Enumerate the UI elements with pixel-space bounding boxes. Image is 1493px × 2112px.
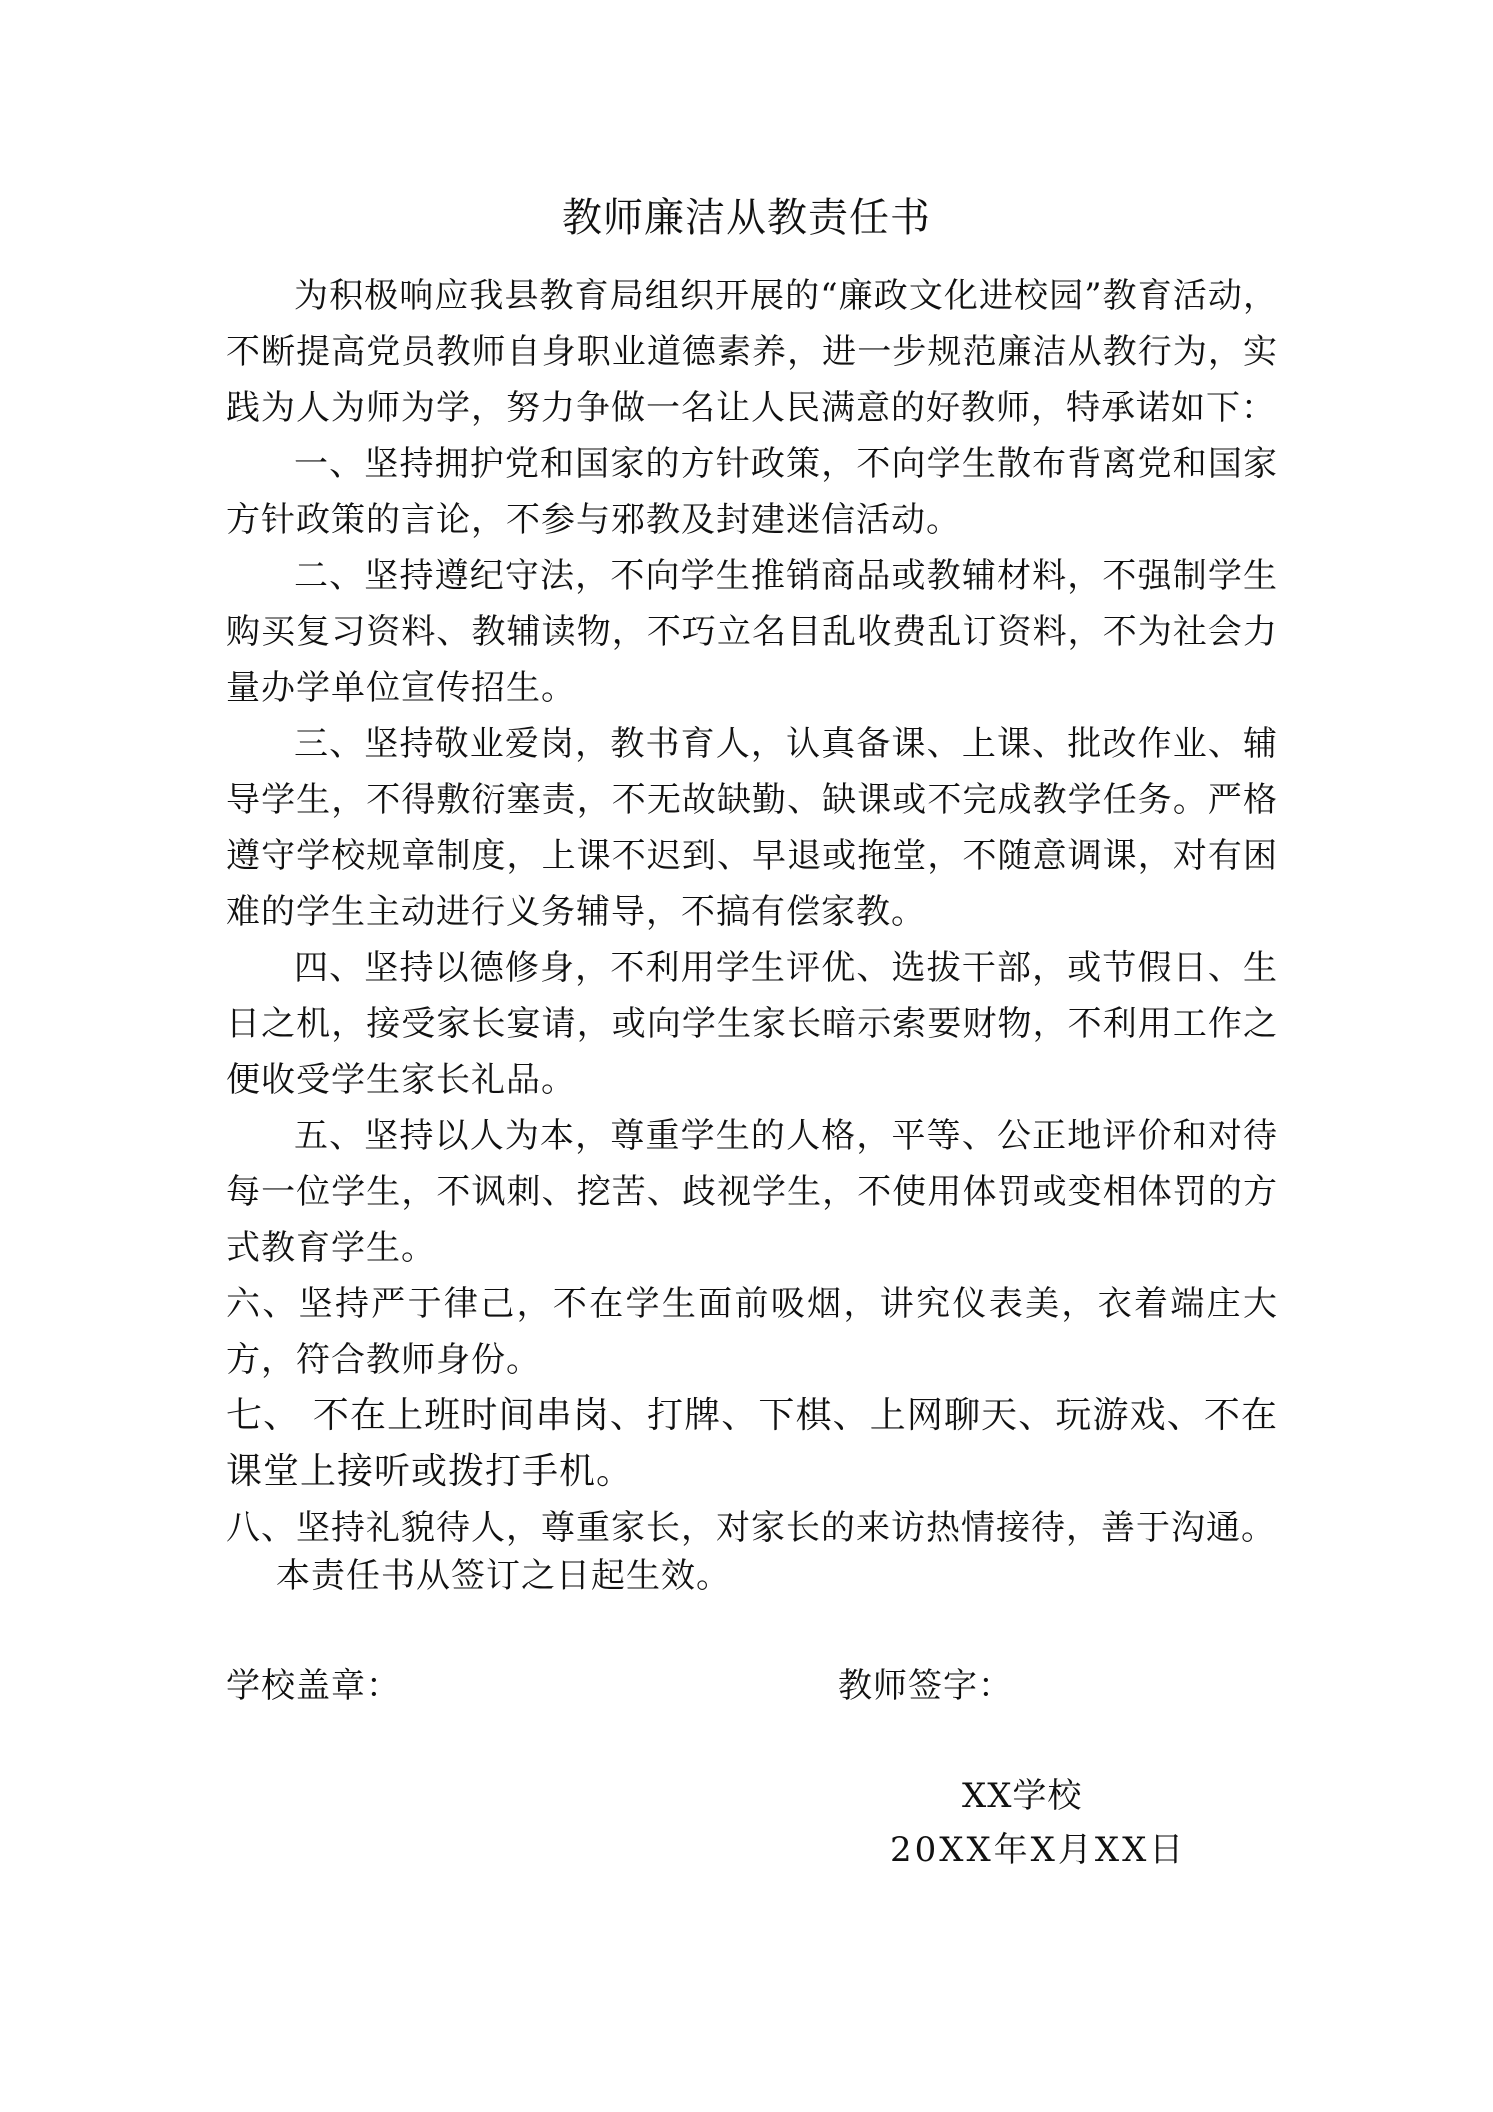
- intro-paragraph: 为积极响应我县教育局组织开展的“廉政文化进校园”教育活动，不断提高党员教师自身职业道德素养，进一步规范廉洁从教行为，实践为人为师为学，努力争做一名让人民满意的好教师，特承诺如下：: [226, 276, 1278, 428]
- clause-3: 三、坚持敬业爱岗，教书育人，认真备课、上课、批改作业、辅导学生，不得敷衍塞责，不无故缺勤、缺课或不完成教学任务。严格遵守学校规章制度，上课不迟到、早退或拖堂，不随意调课，对有困难的学生主动进行义务辅导，不搞有偿家教。: [226, 724, 1278, 932]
- document-date: 20XX年X月XX日: [890, 1830, 1187, 1870]
- school-seal-label: 学校盖章：: [226, 1666, 401, 1706]
- clause-1: 一、坚持拥护党和国家的方针政策，不向学生散布背离党和国家方针政策的言论，不参与邪教及封建迷信活动。: [226, 444, 1278, 540]
- clause-5: 五、坚持以人为本，尊重学生的人格，平等、公正地评价和对待每一位学生，不讽刺、挖苦、歧视学生，不使用体罚或变相体罚的方式教育学生。: [226, 1116, 1278, 1268]
- school-name: XX学校: [962, 1776, 1083, 1816]
- clause-8: 八、坚持礼貌待人，尊重家长，对家长的来访热情接待，善于沟通。: [226, 1508, 1276, 1548]
- clause-2: 二、坚持遵纪守法，不向学生推销商品或教辅材料，不强制学生购买复习资料、教辅读物，不巧立名目乱收费乱订资料，不为社会力量办学单位宣传招生。: [226, 556, 1278, 708]
- clause-7: 七、 不在上班时间串岗、打牌、下棋、上网聊天、玩游戏、不在课堂上接听或拨打手机。: [226, 1395, 1278, 1492]
- effective-clause: 本责任书从签订之日起生效。: [276, 1556, 731, 1596]
- document-title: 教师廉洁从教责任书: [562, 195, 931, 241]
- clause-4: 四、坚持以德修身，不利用学生评优、选拔干部，或节假日、生日之机，接受家长宴请，或向学生家长暗示索要财物，不利用工作之便收受学生家长礼品。: [226, 948, 1278, 1100]
- clause-6: 六、坚持严于律己，不在学生面前吸烟，讲究仪表美，衣着端庄大方，符合教师身份。: [226, 1284, 1278, 1380]
- teacher-signature-label: 教师签字：: [838, 1666, 1013, 1706]
